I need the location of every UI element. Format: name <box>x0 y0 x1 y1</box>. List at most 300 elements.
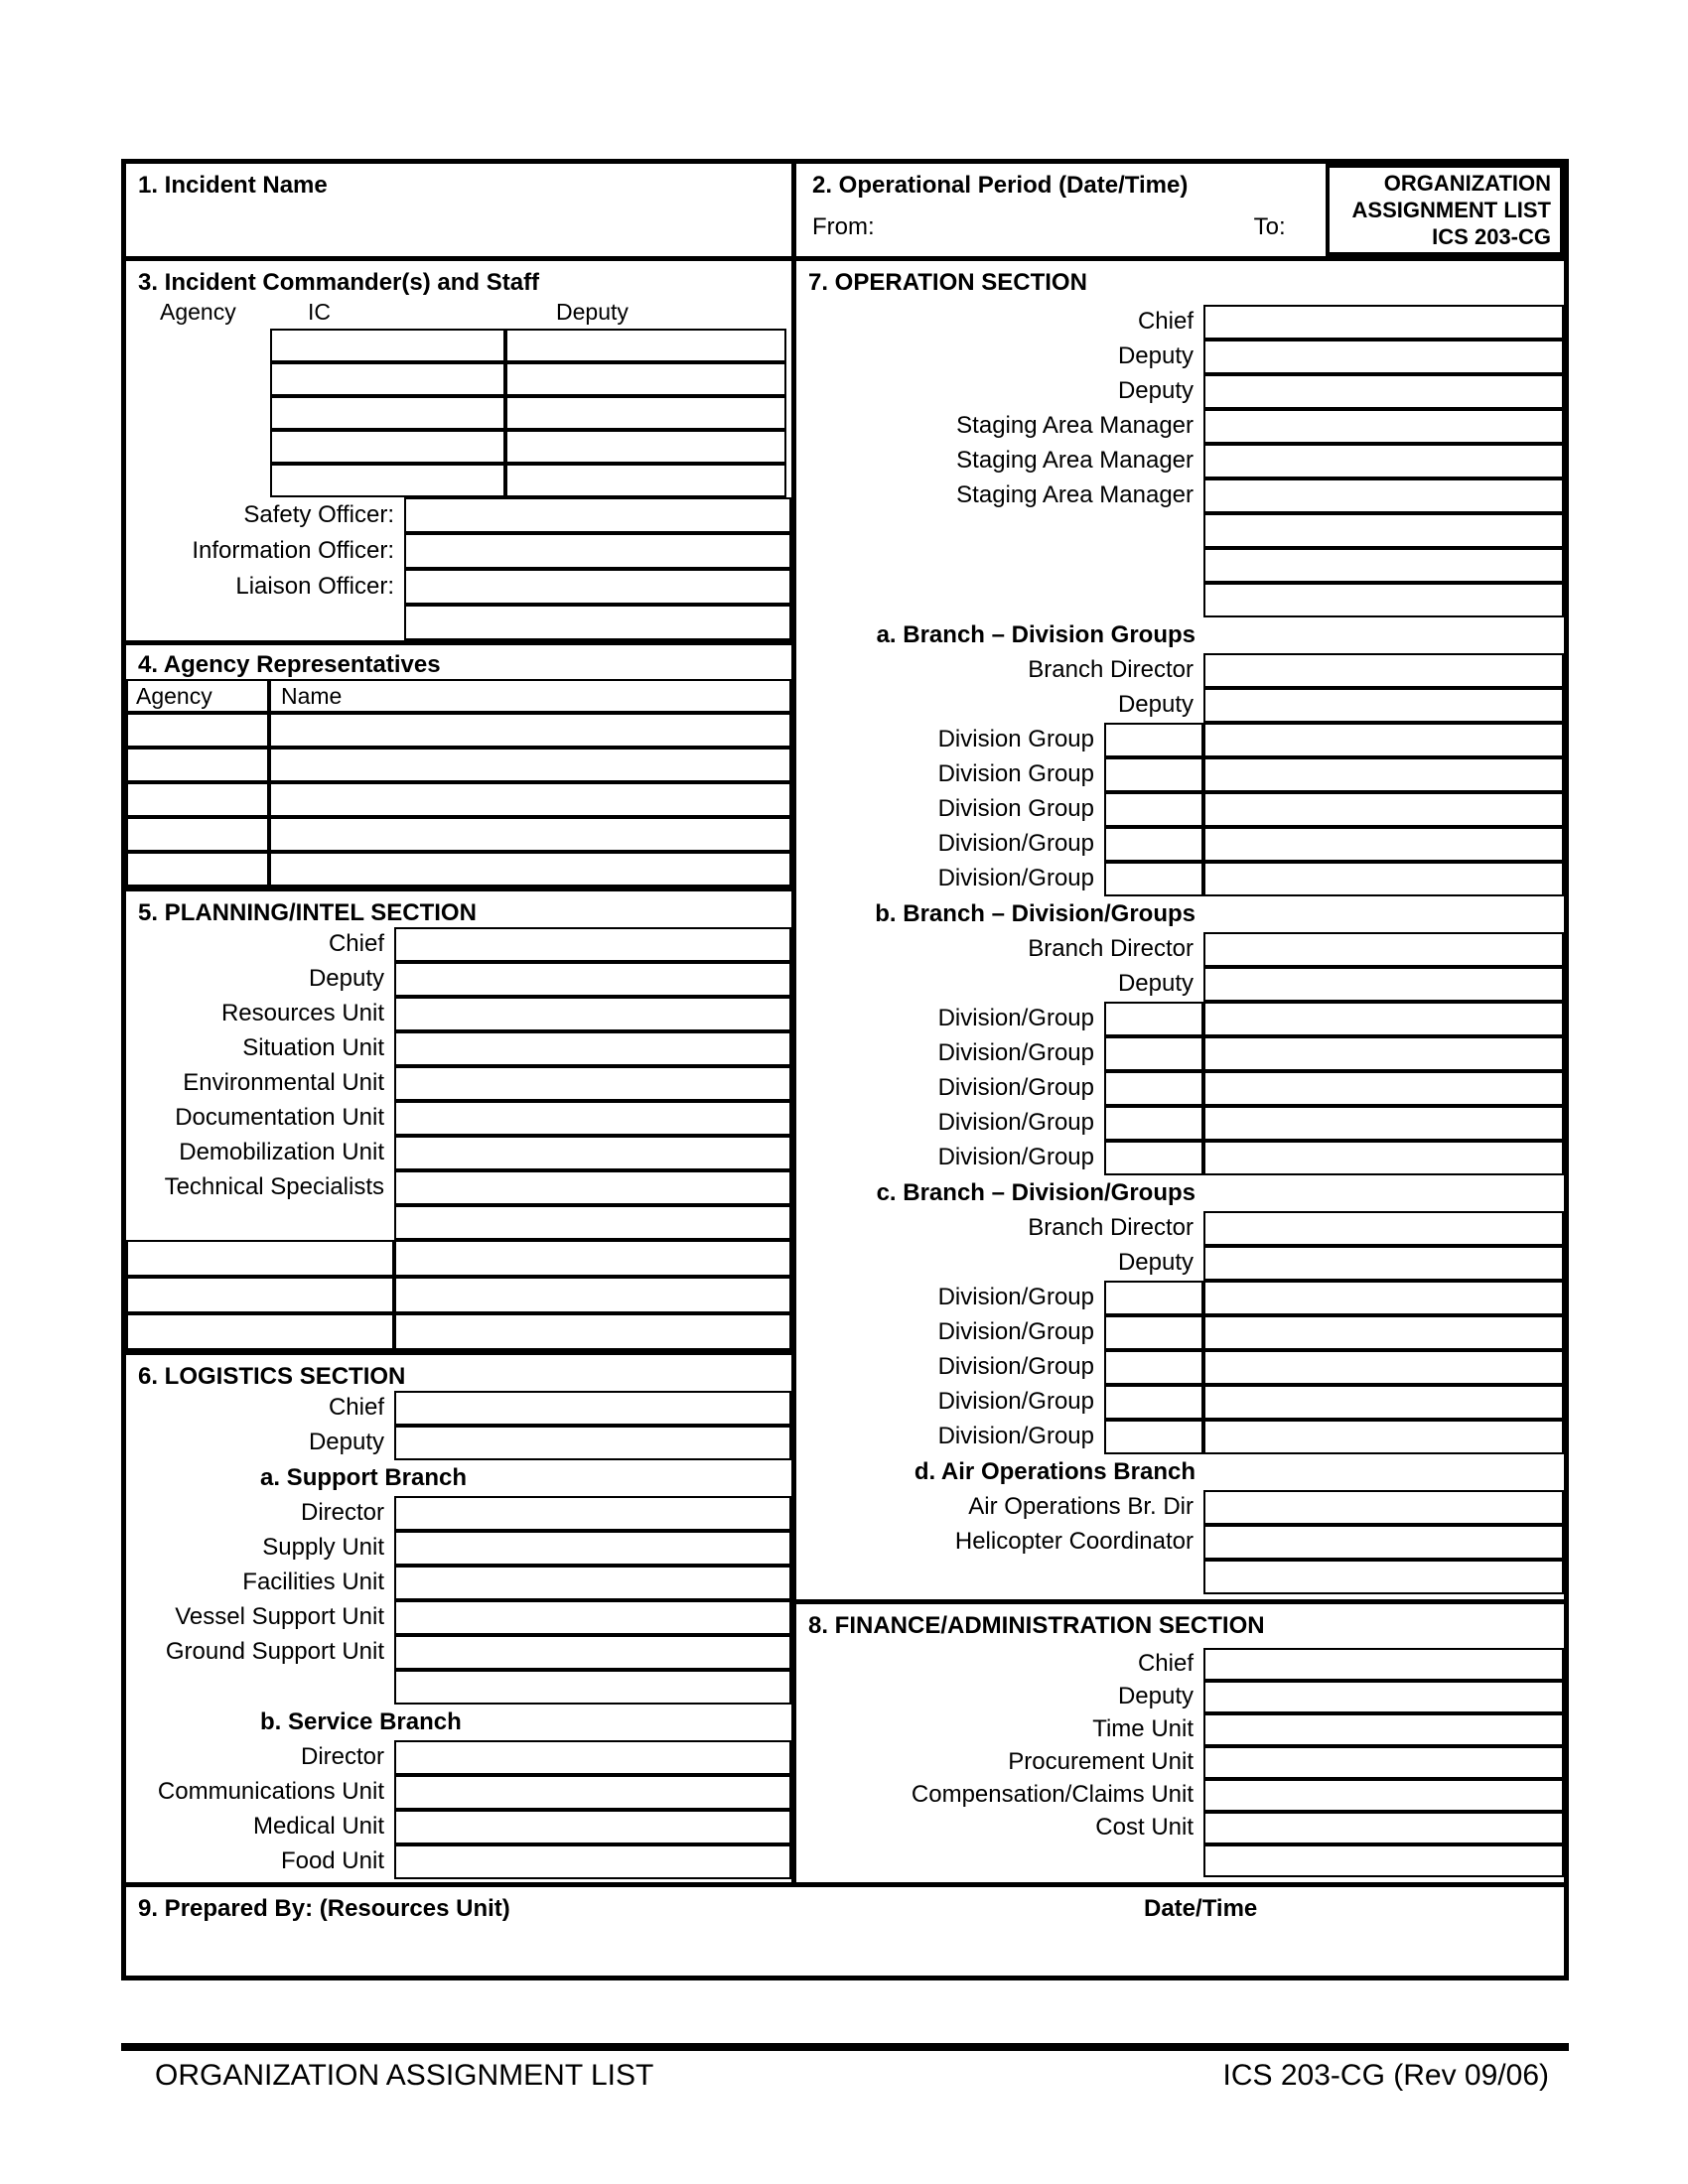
planning-row <box>126 1066 791 1101</box>
section-4-agency-representatives <box>126 640 791 887</box>
finance-row <box>796 1812 1564 1844</box>
service-row-label: Director <box>300 1743 384 1770</box>
division-id-field[interactable] <box>1104 1315 1203 1350</box>
division-field[interactable] <box>1203 1036 1564 1071</box>
support-field[interactable] <box>394 1635 791 1670</box>
division-label: Division Group <box>937 795 1094 822</box>
logistics-field[interactable] <box>394 1391 791 1426</box>
finance-field[interactable] <box>1203 1713 1564 1746</box>
deputy-field[interactable] <box>505 396 786 430</box>
division-row <box>796 1141 1564 1175</box>
form-title-line-1: ORGANIZATION <box>1383 171 1551 196</box>
section-5-title: 5. PLANNING/INTEL SECTION <box>138 899 477 926</box>
ic-deputy-row <box>270 396 786 430</box>
ic-column-label: IC <box>308 299 331 325</box>
agency-rep-table <box>126 713 791 887</box>
planning-row <box>126 997 791 1031</box>
officer-label: Information Officer: <box>192 537 394 564</box>
support-field[interactable] <box>394 1496 791 1531</box>
service-row-label: Communications Unit <box>157 1778 384 1805</box>
agency-field[interactable] <box>126 817 269 852</box>
planning-extra-left-field[interactable] <box>126 1313 394 1350</box>
officer-field[interactable] <box>404 605 791 640</box>
name-field[interactable] <box>269 817 791 852</box>
operation-row-label: Staging Area Manager <box>956 481 1194 508</box>
branch-director-field[interactable] <box>1203 932 1564 967</box>
support-field[interactable] <box>394 1566 791 1600</box>
division-row <box>796 1315 1564 1350</box>
division-id-field[interactable] <box>1104 1385 1203 1420</box>
officer-field[interactable] <box>404 497 791 533</box>
operation-top-rows <box>796 305 1564 617</box>
division-id-field[interactable] <box>1104 1036 1203 1071</box>
operational-period-label: 2. Operational Period (Date/Time) <box>812 172 1189 199</box>
service-branch-row <box>126 1740 791 1775</box>
planning-field[interactable] <box>394 1170 791 1205</box>
air-operations-branch-header: d. Air Operations Branch <box>914 1458 1196 1485</box>
support-field[interactable] <box>394 1670 791 1705</box>
officer-row <box>126 533 791 569</box>
service-row-label: Food Unit <box>280 1847 384 1874</box>
division-row <box>796 1420 1564 1454</box>
logistics-field[interactable] <box>394 1426 791 1460</box>
name-field[interactable] <box>269 852 791 887</box>
logistics-row-label: Chief <box>328 1394 384 1421</box>
division-field[interactable] <box>1203 792 1564 827</box>
air-operations-field[interactable] <box>1203 1560 1564 1594</box>
finance-row-label: Procurement Unit <box>1008 1748 1194 1775</box>
division-field[interactable] <box>1203 1281 1564 1315</box>
from-label: From: <box>812 213 875 240</box>
support-branch-row <box>126 1670 791 1705</box>
finance-row <box>796 1648 1564 1681</box>
planning-field[interactable] <box>394 1066 791 1101</box>
division-row <box>796 792 1564 827</box>
branch-c-deputy-row <box>796 1246 1564 1281</box>
division-field[interactable] <box>1203 757 1564 792</box>
form-title-box <box>1326 164 1564 256</box>
operation-row <box>796 478 1564 513</box>
ic-deputy-row <box>270 329 786 362</box>
branch-a-deputy-row <box>796 688 1564 723</box>
finance-field[interactable] <box>1203 1812 1564 1844</box>
service-field[interactable] <box>394 1844 791 1879</box>
logistics-top-rows <box>126 1391 791 1460</box>
division-label: Division/Group <box>937 1423 1094 1449</box>
division-label: Division/Group <box>937 1039 1094 1066</box>
support-row-label <box>126 1670 394 1705</box>
planning-row-label: Environmental Unit <box>183 1069 384 1096</box>
support-row-label: Facilities Unit <box>242 1569 384 1595</box>
deputy-field[interactable] <box>505 464 786 497</box>
form-title-line-3: ICS 203-CG <box>1432 224 1551 249</box>
planning-row-label: Documentation Unit <box>175 1104 384 1131</box>
division-id-field[interactable] <box>1104 1350 1203 1385</box>
ic-table-column-headers <box>126 299 791 329</box>
planning-extra-row <box>126 1240 791 1277</box>
ic-field[interactable] <box>270 464 505 497</box>
branch-a-division-rows <box>796 723 1564 896</box>
division-row <box>796 1281 1564 1315</box>
support-row-label: Ground Support Unit <box>165 1638 384 1665</box>
planning-extra-left-field[interactable] <box>126 1240 394 1277</box>
operation-row <box>796 409 1564 444</box>
support-field[interactable] <box>394 1600 791 1635</box>
name-field[interactable] <box>269 782 791 817</box>
support-branch-row <box>126 1635 791 1670</box>
division-row <box>796 1036 1564 1071</box>
finance-field[interactable] <box>1203 1779 1564 1812</box>
division-field[interactable] <box>1203 1002 1564 1036</box>
operation-row-label: Chief <box>1137 308 1194 335</box>
form-title-line-2: ASSIGNMENT LIST <box>1351 198 1551 222</box>
support-branch-row <box>126 1531 791 1566</box>
planning-field[interactable] <box>394 927 791 962</box>
footer <box>121 2059 1569 2093</box>
date-time-label: Date/Time <box>1144 1895 1258 1922</box>
ics-203-form <box>121 159 1569 1980</box>
operation-row <box>796 444 1564 478</box>
division-id-field[interactable] <box>1104 792 1203 827</box>
air-operations-row-label: Air Operations Br. Dir <box>968 1493 1194 1520</box>
footer-rule <box>121 2043 1569 2051</box>
division-field[interactable] <box>1203 1350 1564 1385</box>
ic-field[interactable] <box>270 362 505 396</box>
ic-deputy-table <box>270 329 786 497</box>
ic-field[interactable] <box>270 329 505 362</box>
branch-b-header: b. Branch – Division/Groups <box>875 900 1196 927</box>
division-field[interactable] <box>1203 827 1564 862</box>
finance-row-label <box>796 1844 1203 1877</box>
finance-row <box>796 1681 1564 1713</box>
finance-row <box>796 1713 1564 1746</box>
division-label: Division/Group <box>937 1074 1094 1101</box>
name-field[interactable] <box>269 713 791 748</box>
branch-deputy-label: Deputy <box>1117 691 1194 718</box>
planning-field[interactable] <box>394 1101 791 1136</box>
air-operations-row <box>796 1490 1564 1525</box>
finance-row-label: Cost Unit <box>1095 1814 1194 1841</box>
section-6-logistics <box>126 1350 791 1882</box>
operation-row-label: Staging Area Manager <box>956 412 1194 439</box>
planning-row <box>126 962 791 997</box>
section-1-incident-name[interactable] <box>126 164 791 256</box>
planning-row-label: Demobilization Unit <box>179 1139 384 1165</box>
air-operations-row <box>796 1525 1564 1560</box>
operation-row-label <box>796 513 1203 548</box>
section-2-operational-period <box>796 164 1564 256</box>
section-7-operation <box>796 256 1564 1599</box>
officer-row <box>126 569 791 605</box>
agency-field[interactable] <box>126 852 269 887</box>
planning-field[interactable] <box>394 1031 791 1066</box>
air-operations-rows <box>796 1490 1564 1594</box>
division-field[interactable] <box>1203 1071 1564 1106</box>
branch-b-director-row <box>796 932 1564 967</box>
planning-extra-right-field[interactable] <box>394 1313 791 1350</box>
section-3-incident-commanders <box>126 256 791 640</box>
officer-field[interactable] <box>404 569 791 605</box>
footer-form-name: ORGANIZATION ASSIGNMENT LIST <box>155 2059 654 2092</box>
service-branch-row <box>126 1844 791 1879</box>
deputy-field[interactable] <box>505 329 786 362</box>
support-branch-row <box>126 1496 791 1531</box>
section-4-title: 4. Agency Representatives <box>138 651 441 678</box>
operation-field[interactable] <box>1203 478 1564 513</box>
ic-field[interactable] <box>270 396 505 430</box>
prepared-by-label: 9. Prepared By: (Resources Unit) <box>138 1895 510 1922</box>
finance-field[interactable] <box>1203 1648 1564 1681</box>
finance-field[interactable] <box>1203 1746 1564 1779</box>
division-row <box>796 1385 1564 1420</box>
division-row <box>796 1071 1564 1106</box>
operation-row-label <box>796 548 1203 583</box>
branch-director-field[interactable] <box>1203 1211 1564 1246</box>
finance-field[interactable] <box>1203 1844 1564 1877</box>
operation-field[interactable] <box>1203 374 1564 409</box>
division-row <box>796 862 1564 896</box>
branch-director-label: Branch Director <box>1028 656 1194 683</box>
from-to-row <box>812 213 1405 241</box>
division-id-field[interactable] <box>1104 1106 1203 1141</box>
ic-deputy-row <box>270 464 786 497</box>
air-operations-field[interactable] <box>1203 1490 1564 1525</box>
division-row <box>796 1350 1564 1385</box>
division-field[interactable] <box>1203 1106 1564 1141</box>
division-row <box>796 827 1564 862</box>
agency-rep-row <box>126 782 791 817</box>
planning-extra-rows <box>126 1240 791 1350</box>
support-field[interactable] <box>394 1531 791 1566</box>
agency-column-label: Agency <box>160 299 236 325</box>
deputy-field[interactable] <box>505 362 786 396</box>
branch-deputy-label: Deputy <box>1117 970 1194 997</box>
division-field[interactable] <box>1203 1141 1564 1175</box>
agency-header-cell: Agency <box>126 679 269 713</box>
logistics-row <box>126 1426 791 1460</box>
finance-field[interactable] <box>1203 1681 1564 1713</box>
branch-director-label: Branch Director <box>1028 1214 1194 1241</box>
logistics-row-label: Deputy <box>308 1429 384 1455</box>
planning-extra-right-field[interactable] <box>394 1240 791 1277</box>
service-field[interactable] <box>394 1810 791 1844</box>
right-column <box>791 164 1564 1882</box>
planning-row-label: Chief <box>328 930 384 957</box>
operation-row <box>796 548 1564 583</box>
division-label: Division/Group <box>937 1388 1094 1415</box>
operation-field[interactable] <box>1203 513 1564 548</box>
support-branch-header: a. Support Branch <box>260 1464 468 1491</box>
service-branch-row <box>126 1810 791 1844</box>
planning-extra-left-field[interactable] <box>126 1277 394 1313</box>
service-branch-header: b. Service Branch <box>260 1708 462 1735</box>
service-branch-rows <box>126 1740 791 1879</box>
deputy-field[interactable] <box>505 430 786 464</box>
logistics-row <box>126 1391 791 1426</box>
incident-name-label: 1. Incident Name <box>138 172 328 199</box>
branch-a-director-row <box>796 653 1564 688</box>
support-branch-row <box>126 1566 791 1600</box>
left-column <box>126 164 791 1882</box>
planning-extra-right-field[interactable] <box>394 1277 791 1313</box>
division-field[interactable] <box>1203 1420 1564 1454</box>
division-field[interactable] <box>1203 1385 1564 1420</box>
branch-b-division-rows <box>796 1002 1564 1175</box>
division-id-field[interactable] <box>1104 827 1203 862</box>
division-id-field[interactable] <box>1104 1002 1203 1036</box>
branch-deputy-field[interactable] <box>1203 688 1564 723</box>
finance-row-label: Time Unit <box>1092 1715 1194 1742</box>
finance-row-label: Compensation/Claims Unit <box>911 1781 1194 1808</box>
agency-rep-row <box>126 852 791 887</box>
agency-field[interactable] <box>126 713 269 748</box>
division-label: Division Group <box>937 726 1094 752</box>
air-operations-row <box>796 1560 1564 1594</box>
name-field[interactable] <box>269 748 791 782</box>
branch-c-director-row <box>796 1211 1564 1246</box>
division-row <box>796 1106 1564 1141</box>
planning-row <box>126 1205 791 1240</box>
planning-extra-row <box>126 1313 791 1350</box>
division-id-field[interactable] <box>1104 723 1203 757</box>
service-row-label: Medical Unit <box>252 1813 384 1840</box>
division-id-field[interactable] <box>1104 1281 1203 1315</box>
operation-row <box>796 305 1564 340</box>
support-row-label: Director <box>300 1499 384 1526</box>
officer-row <box>126 497 791 533</box>
officer-row <box>126 605 791 640</box>
officer-label: Liaison Officer: <box>235 573 394 600</box>
division-label: Division Group <box>937 760 1094 787</box>
division-row <box>796 757 1564 792</box>
planning-field[interactable] <box>394 997 791 1031</box>
planning-row-label: Resources Unit <box>220 1000 384 1026</box>
operation-field[interactable] <box>1203 340 1564 374</box>
finance-row <box>796 1779 1564 1812</box>
planning-field[interactable] <box>394 1136 791 1170</box>
officer-label <box>126 605 404 640</box>
operation-row <box>796 583 1564 617</box>
division-id-field[interactable] <box>1104 1071 1203 1106</box>
air-operations-row-label: Helicopter Coordinator <box>954 1528 1194 1555</box>
division-field[interactable] <box>1203 1315 1564 1350</box>
finance-row <box>796 1746 1564 1779</box>
operation-field[interactable] <box>1203 583 1564 617</box>
division-id-field[interactable] <box>1104 862 1203 896</box>
section-7-title: 7. OPERATION SECTION <box>808 269 1087 296</box>
to-label: To: <box>1253 213 1286 240</box>
finance-row-label: Chief <box>1137 1650 1194 1677</box>
section-5-planning-intel <box>126 887 791 1350</box>
branch-b-deputy-row <box>796 967 1564 1002</box>
section-6-title: 6. LOGISTICS SECTION <box>138 1363 406 1390</box>
planning-row <box>126 1136 791 1170</box>
planning-row <box>126 1101 791 1136</box>
division-id-field[interactable] <box>1104 757 1203 792</box>
deputy-column-label: Deputy <box>556 299 629 325</box>
operation-field[interactable] <box>1203 305 1564 340</box>
division-label: Division/Group <box>937 830 1094 857</box>
planning-field[interactable] <box>394 1205 791 1240</box>
finance-row-label: Deputy <box>1117 1683 1194 1709</box>
branch-c-division-rows <box>796 1281 1564 1454</box>
support-branch-row <box>126 1600 791 1635</box>
division-id-field[interactable] <box>1104 1141 1203 1175</box>
section-9-prepared-by[interactable] <box>126 1882 1564 1976</box>
operation-row-label <box>796 583 1203 617</box>
finance-row <box>796 1844 1564 1877</box>
branch-director-label: Branch Director <box>1028 935 1194 962</box>
support-row-label: Vessel Support Unit <box>175 1603 384 1630</box>
operation-row-label: Deputy <box>1117 342 1194 369</box>
operation-field[interactable] <box>1203 548 1564 583</box>
operation-row-label: Staging Area Manager <box>956 447 1194 474</box>
planning-row-label: Situation Unit <box>242 1034 384 1061</box>
division-field[interactable] <box>1203 723 1564 757</box>
branch-deputy-field[interactable] <box>1203 967 1564 1002</box>
air-operations-field[interactable] <box>1203 1525 1564 1560</box>
agency-field[interactable] <box>126 748 269 782</box>
planning-row <box>126 1031 791 1066</box>
ic-deputy-row <box>270 430 786 464</box>
operation-row <box>796 513 1564 548</box>
form-columns <box>126 164 1564 1882</box>
planning-row-label: Deputy <box>308 965 384 992</box>
finance-rows <box>796 1648 1564 1877</box>
branch-director-field[interactable] <box>1203 653 1564 688</box>
service-field[interactable] <box>394 1775 791 1810</box>
ic-field[interactable] <box>270 430 505 464</box>
air-operations-row-label <box>796 1560 1203 1594</box>
name-header-cell: Name <box>269 679 791 713</box>
planning-extra-row <box>126 1277 791 1313</box>
planning-field[interactable] <box>394 962 791 997</box>
operation-field[interactable] <box>1203 444 1564 478</box>
division-id-field[interactable] <box>1104 1420 1203 1454</box>
planning-row <box>126 927 791 962</box>
officer-label: Safety Officer: <box>243 501 394 528</box>
planning-row <box>126 1170 791 1205</box>
division-label: Division/Group <box>937 1005 1094 1031</box>
section-3-title: 3. Incident Commander(s) and Staff <box>138 269 540 296</box>
section-8-title: 8. FINANCE/ADMINISTRATION SECTION <box>808 1612 1265 1639</box>
from-value-field[interactable] <box>875 213 994 241</box>
division-label: Division/Group <box>937 1109 1094 1136</box>
division-field[interactable] <box>1203 862 1564 896</box>
operation-row-label: Deputy <box>1117 377 1194 404</box>
planning-row-label <box>126 1205 394 1240</box>
branch-deputy-label: Deputy <box>1117 1249 1194 1276</box>
service-branch-row <box>126 1775 791 1810</box>
service-field[interactable] <box>394 1740 791 1775</box>
branch-deputy-field[interactable] <box>1203 1246 1564 1281</box>
officer-field[interactable] <box>404 533 791 569</box>
planning-rows <box>126 927 791 1240</box>
ic-deputy-row <box>270 362 786 396</box>
branch-a-header: a. Branch – Division Groups <box>876 621 1196 648</box>
section-8-finance-administration <box>796 1599 1564 1882</box>
agency-field[interactable] <box>126 782 269 817</box>
division-label: Division/Group <box>937 1144 1094 1170</box>
footer-form-number: ICS 203-CG (Rev 09/06) <box>1222 2059 1549 2092</box>
division-row <box>796 1002 1564 1036</box>
division-label: Division/Group <box>937 1318 1094 1345</box>
division-row <box>796 723 1564 757</box>
operation-field[interactable] <box>1203 409 1564 444</box>
officer-rows <box>126 497 791 640</box>
division-label: Division/Group <box>937 1353 1094 1380</box>
division-label: Division/Group <box>937 1284 1094 1310</box>
